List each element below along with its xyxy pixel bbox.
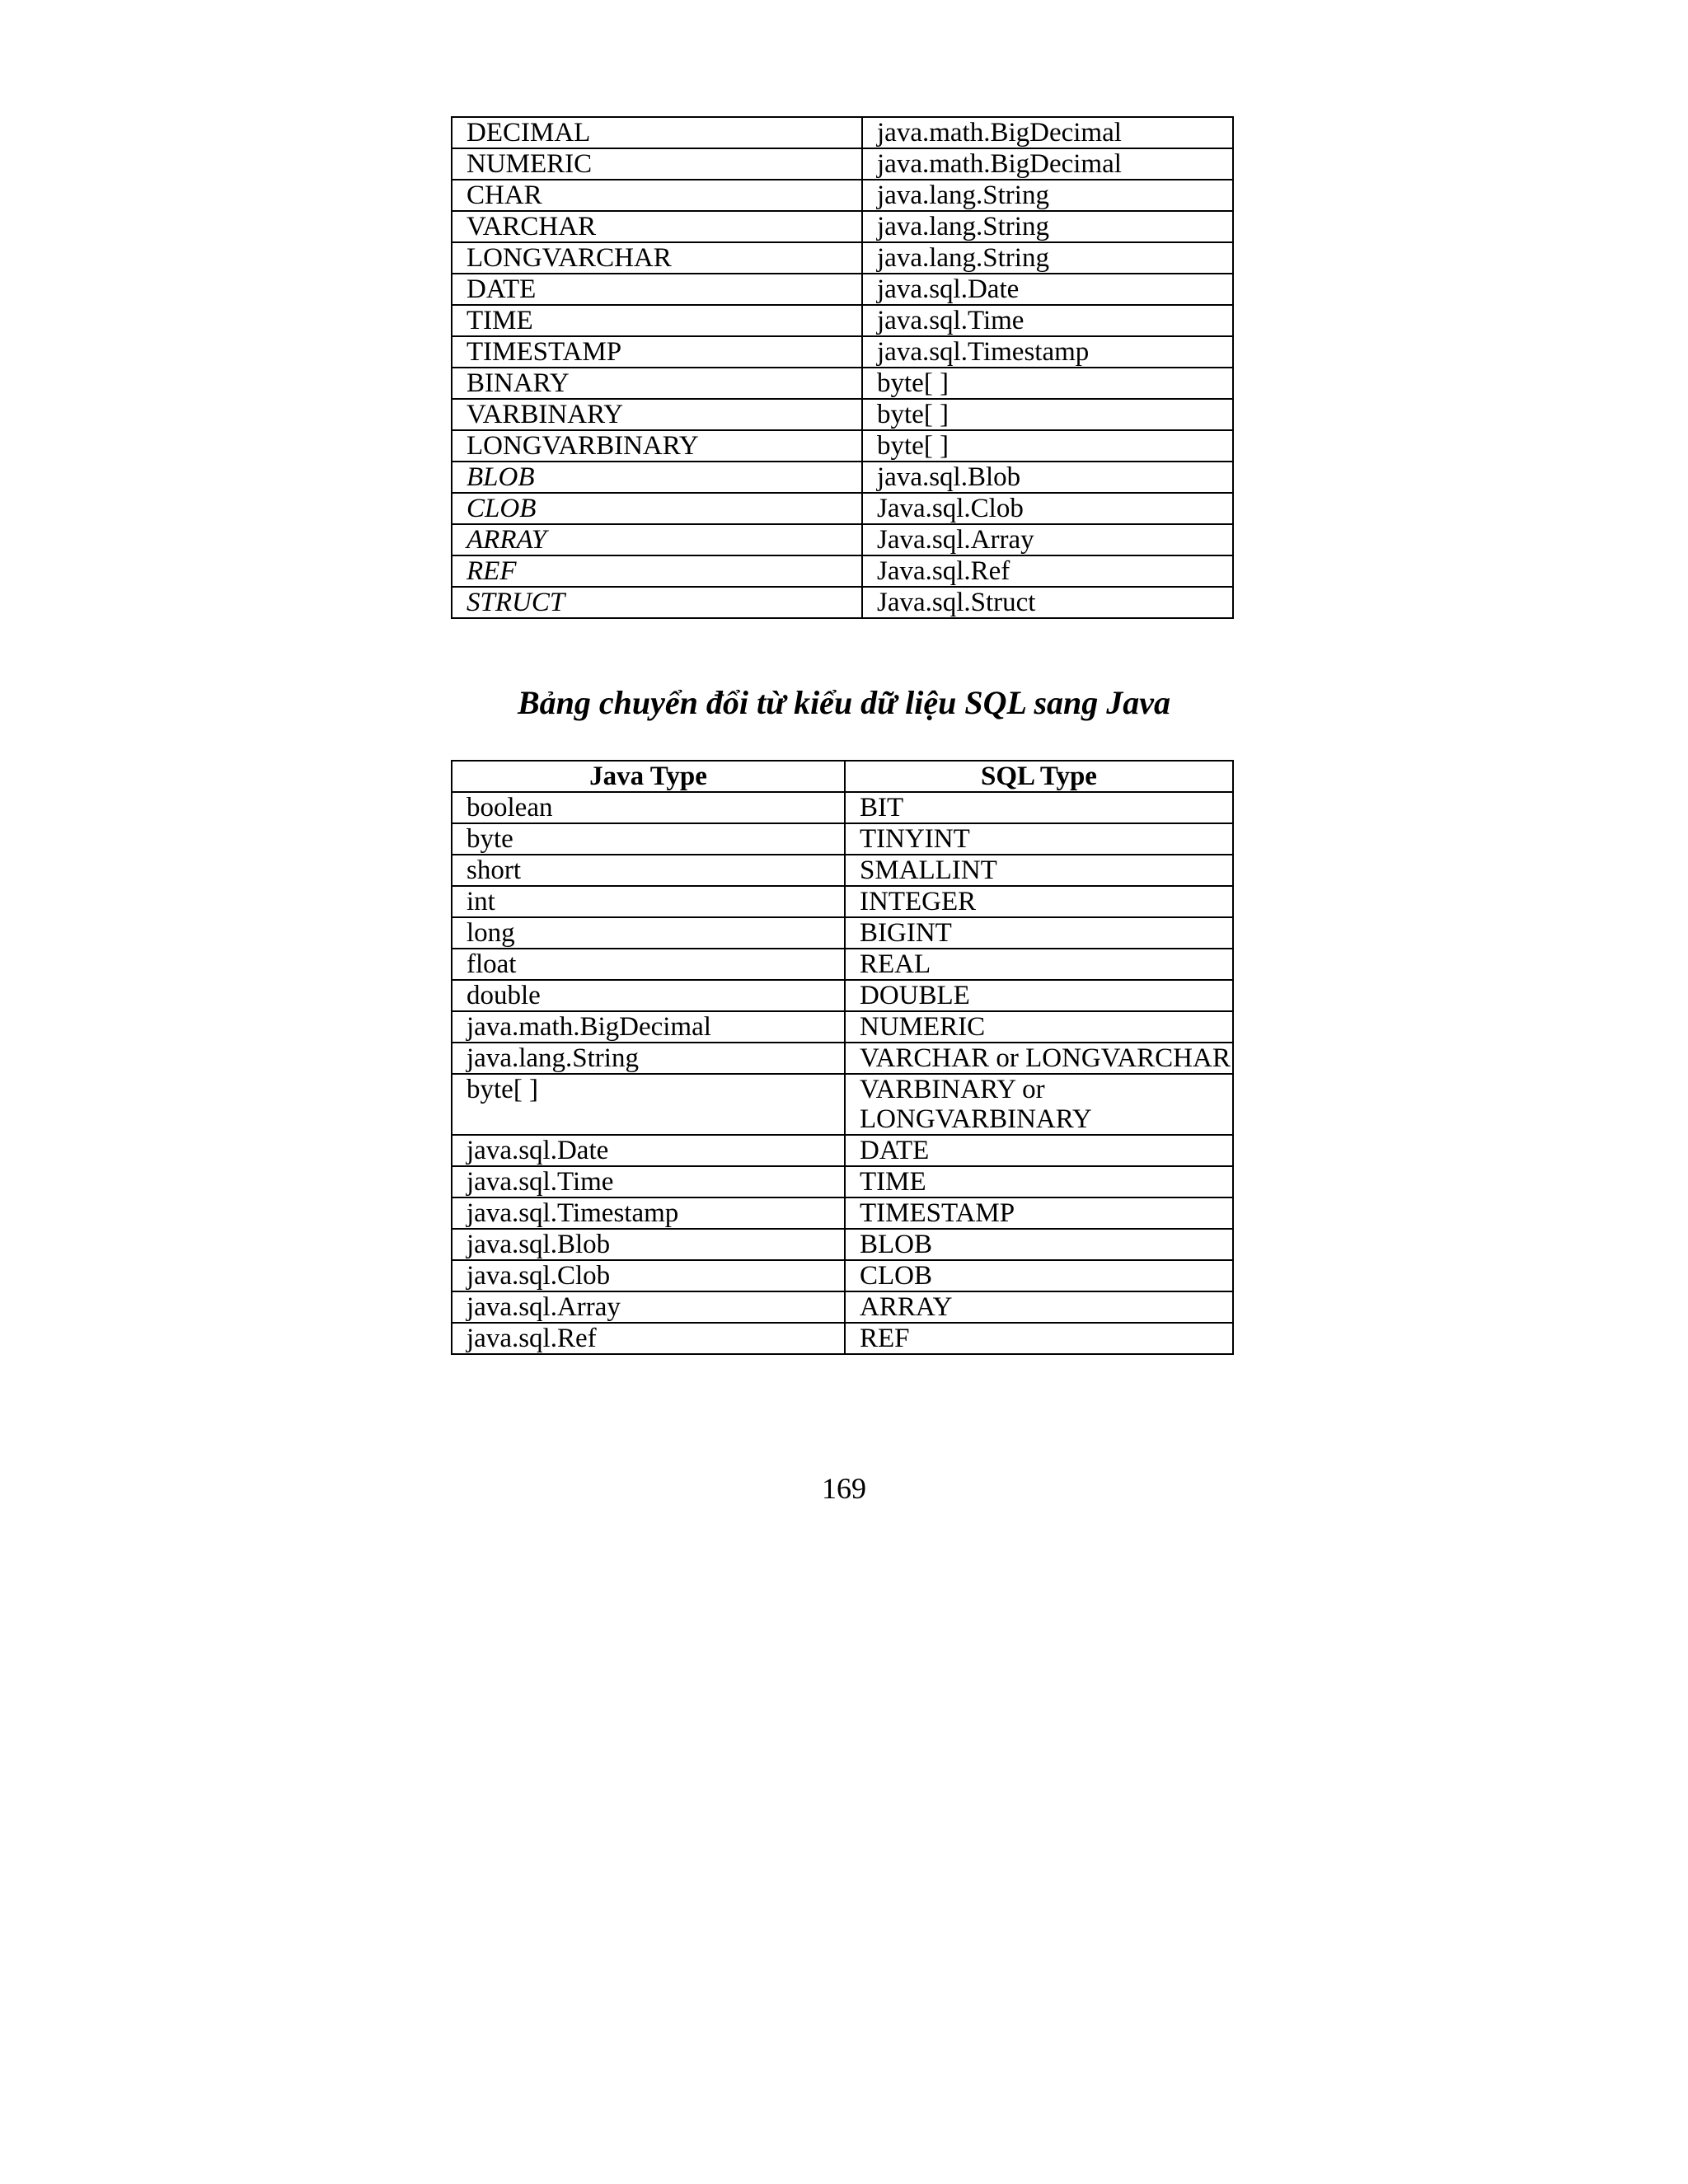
java-type-cell: int [452, 886, 845, 917]
table-row [452, 462, 1233, 493]
table-row [452, 1166, 1233, 1197]
sql-type-cell: DATE [845, 1135, 1233, 1166]
sql-type-cell: NUMERIC [845, 1011, 1233, 1043]
table-row [452, 368, 1233, 399]
table-row [452, 524, 1233, 555]
sql-type-cell: BIT [845, 792, 1233, 823]
table-row [452, 148, 1233, 180]
table-row [452, 886, 1233, 917]
sql-type-cell: DECIMAL [452, 117, 862, 148]
java-type-cell: java.sql.Blob [862, 462, 1233, 493]
java-type-cell: java.sql.Array [452, 1291, 845, 1323]
page-number: 169 [822, 1472, 866, 1505]
java-type-cell: Java.sql.Array [862, 524, 1233, 555]
sql-type-cell: BLOB [845, 1229, 1233, 1260]
sql-type-cell: TINYINT [845, 823, 1233, 855]
sql-type-cell: BINARY [452, 368, 862, 399]
java-type-cell: byte[ ] [862, 430, 1233, 462]
sql-type-cell: VARBINARY or LONGVARBINARY [845, 1074, 1233, 1135]
sql-type-cell: DOUBLE [845, 980, 1233, 1011]
java-type-cell: java.sql.Date [452, 1135, 845, 1166]
sql-type-cell: CLOB [845, 1260, 1233, 1291]
sql-type-cell: REF [452, 555, 862, 587]
java-type-cell: java.lang.String [862, 180, 1233, 211]
sql-type-cell: NUMERIC [452, 148, 862, 180]
java-to-sql-table [451, 760, 1234, 1355]
java-type-cell: java.math.BigDecimal [862, 117, 1233, 148]
table-row [452, 180, 1233, 211]
java-type-cell: java.sql.Timestamp [452, 1197, 845, 1229]
table-row [452, 399, 1233, 430]
java-type-cell: byte[ ] [862, 368, 1233, 399]
java-type-cell: byte [452, 823, 845, 855]
sql-type-cell: LONGVARBINARY [452, 430, 862, 462]
sql-type-cell: TIMESTAMP [845, 1197, 1233, 1229]
java-type-cell: long [452, 917, 845, 949]
table-row [452, 117, 1233, 148]
sql-type-cell: REAL [845, 949, 1233, 980]
header-java-type: Java Type [452, 761, 845, 792]
table-row [452, 917, 1233, 949]
java-type-cell: java.sql.Timestamp [862, 336, 1233, 368]
sql-type-cell: TIME [845, 1166, 1233, 1197]
table-row [452, 555, 1233, 587]
sql-type-cell: ARRAY [845, 1291, 1233, 1323]
sql-type-cell: TIME [452, 305, 862, 336]
java-type-cell: Java.sql.Clob [862, 493, 1233, 524]
java-type-cell: java.sql.Ref [452, 1323, 845, 1354]
table-row [452, 1135, 1233, 1166]
table-header-row [452, 761, 1233, 792]
sql-type-cell: REF [845, 1323, 1233, 1354]
java-type-cell: double [452, 980, 845, 1011]
table-row [452, 823, 1233, 855]
sql-type-cell: SMALLINT [845, 855, 1233, 886]
java-type-cell: java.lang.String [862, 211, 1233, 242]
sql-type-cell: TIMESTAMP [452, 336, 862, 368]
sql-type-cell: BLOB [452, 462, 862, 493]
table-row [452, 587, 1233, 618]
sql-type-cell: CLOB [452, 493, 862, 524]
table-row [452, 855, 1233, 886]
java-type-cell: java.sql.Date [862, 274, 1233, 305]
sql-type-cell: VARBINARY [452, 399, 862, 430]
table-row [452, 1291, 1233, 1323]
table-row [452, 430, 1233, 462]
table-row [452, 1011, 1233, 1043]
sql-type-cell: STRUCT [452, 587, 862, 618]
java-type-cell: Java.sql.Ref [862, 555, 1233, 587]
java-type-cell: short [452, 855, 845, 886]
java-type-cell: java.sql.Time [452, 1166, 845, 1197]
table-row [452, 1074, 1233, 1135]
table-row [452, 242, 1233, 274]
sql-type-cell: BIGINT [845, 917, 1233, 949]
java-type-cell: byte[ ] [452, 1074, 845, 1135]
table-row [452, 980, 1233, 1011]
java-type-cell: boolean [452, 792, 845, 823]
sql-type-cell: DATE [452, 274, 862, 305]
java-type-cell: java.sql.Time [862, 305, 1233, 336]
sql-to-java-table-body [452, 117, 1233, 618]
table-row [452, 1323, 1233, 1354]
java-type-cell: java.math.BigDecimal [452, 1011, 845, 1043]
header-sql-type: SQL Type [845, 761, 1233, 792]
table-row [452, 1197, 1233, 1229]
table-row [452, 493, 1233, 524]
java-type-cell: java.lang.String [452, 1043, 845, 1074]
sql-to-java-table [451, 116, 1234, 619]
sql-type-cell: VARCHAR [452, 211, 862, 242]
table-row [452, 792, 1233, 823]
java-type-cell: Java.sql.Struct [862, 587, 1233, 618]
table-row [452, 949, 1233, 980]
table-row [452, 1043, 1233, 1074]
java-type-cell: java.lang.String [862, 242, 1233, 274]
table-row [452, 1229, 1233, 1260]
java-type-cell: java.sql.Blob [452, 1229, 845, 1260]
java-type-cell: java.sql.Clob [452, 1260, 845, 1291]
java-type-cell: byte[ ] [862, 399, 1233, 430]
table-caption: Bảng chuyển đổi từ kiểu dữ liệu SQL sang Java [517, 684, 1171, 721]
table-row [452, 274, 1233, 305]
table-row [452, 336, 1233, 368]
java-to-sql-table-body [452, 792, 1233, 1354]
table-row [452, 305, 1233, 336]
java-type-cell: java.math.BigDecimal [862, 148, 1233, 180]
sql-type-cell: INTEGER [845, 886, 1233, 917]
java-type-cell: float [452, 949, 845, 980]
sql-type-cell: VARCHAR or LONGVARCHAR [845, 1043, 1233, 1074]
sql-type-cell: CHAR [452, 180, 862, 211]
sql-type-cell: LONGVARCHAR [452, 242, 862, 274]
table-row [452, 211, 1233, 242]
table-row [452, 1260, 1233, 1291]
sql-type-cell: ARRAY [452, 524, 862, 555]
